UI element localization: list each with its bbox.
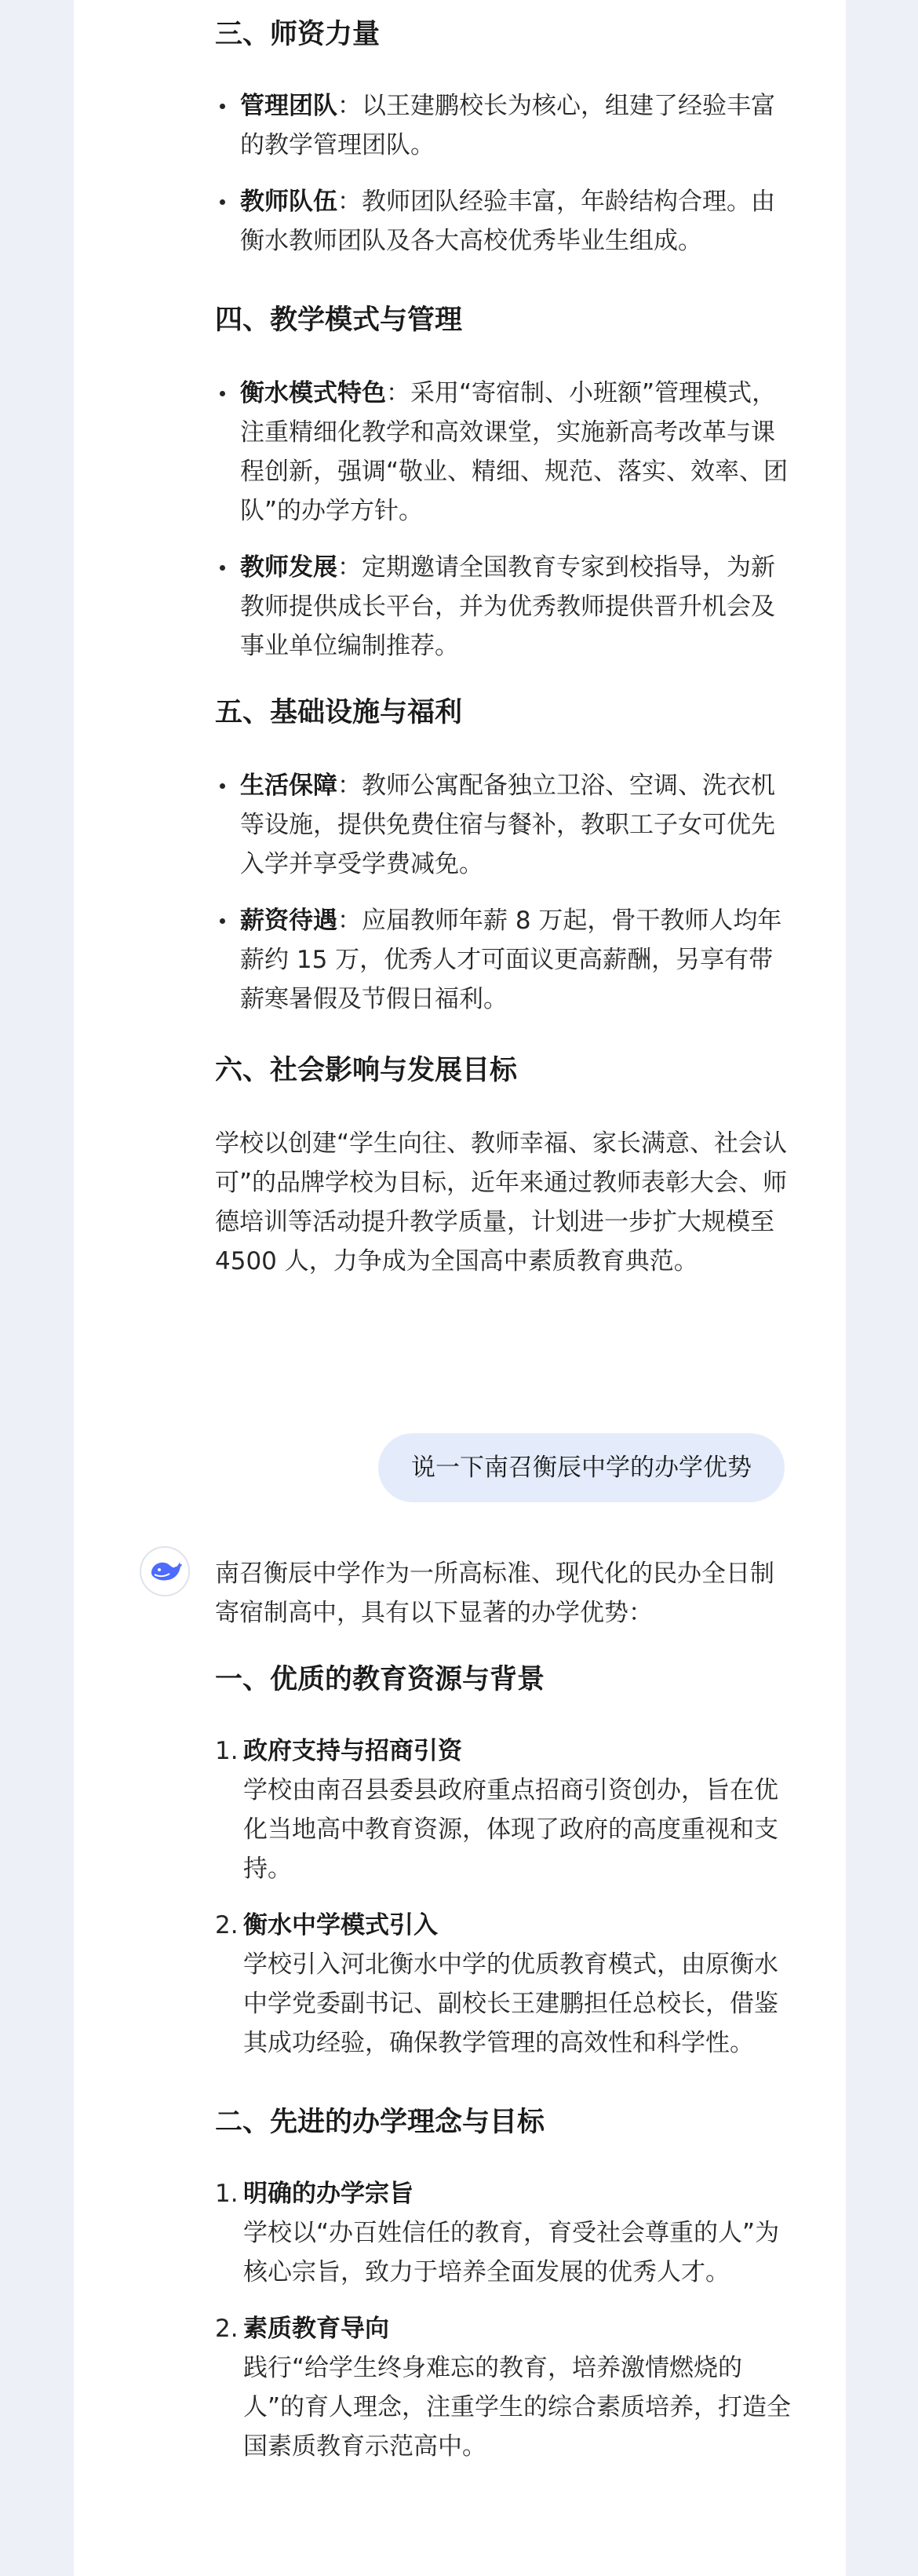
item-text: ：教师公寓配备独立卫浴、空调、洗衣机等设施，提供免费住宿与餐补，教职工子女可优先入学并享受学费减免。 bbox=[240, 772, 775, 878]
assistant-avatar bbox=[140, 1546, 190, 1596]
numbered-list bbox=[215, 2174, 796, 2466]
item-term: 薪资待遇 bbox=[240, 907, 337, 935]
item-text: ：应届教师年薪 8 万起，骨干教师人均年薪约 15 万，优秀人才可面议更高薪酬，另享有带薪寒暑假及节假日福利。 bbox=[240, 907, 782, 1013]
list-item bbox=[215, 901, 796, 1019]
item-term: 衡水模式特色 bbox=[240, 379, 386, 407]
previous-answer bbox=[215, 0, 796, 1281]
item-number: 2. bbox=[215, 2315, 239, 2343]
section-heading: 五、基础设施与福利 bbox=[215, 697, 463, 728]
item-term: 教师队伍 bbox=[240, 188, 337, 216]
bullet-list bbox=[215, 374, 796, 666]
list-item bbox=[215, 374, 796, 531]
item-text: ：教师团队经验丰富，年龄结构合理。由衡水教师团队及各大高校优秀毕业生组成。 bbox=[240, 188, 775, 255]
paragraph: 学校以创建“学生向往、教师幸福、家长满意、社会认可”的品牌学校为目标，近年来通过教师表彰大会、师德培训等活动提升教学质量，计划进一步扩大规模至 4500 人，力争成为全国高中素质教育典范。 bbox=[215, 1129, 788, 1275]
item-title: 衡水中学模式引入 bbox=[243, 1911, 438, 1939]
item-text: 学校以“办百姓信任的教育，育受社会尊重的人”为核心宗旨，致力于培养全面发展的优秀人才。 bbox=[243, 2219, 780, 2286]
list-item bbox=[215, 2174, 796, 2292]
deepseek-whale-icon bbox=[149, 1557, 182, 1587]
section-heading: 一、优质的教育资源与背景 bbox=[215, 1664, 545, 1695]
list-item bbox=[215, 1906, 796, 2063]
item-text: ：采用“寄宿制、小班额”管理模式，注重精细化教学和高效课堂，实施新高考改革与课程创新，强调“敬业、精细、规范、落实、效率、团队”的办学方针。 bbox=[240, 379, 789, 525]
item-number: 1. bbox=[215, 1737, 239, 1765]
user-message-bubble[interactable]: 说一下南召衡辰中学的办学优势 bbox=[378, 1433, 785, 1502]
bullet-list bbox=[215, 766, 796, 1019]
item-number: 1. bbox=[215, 2180, 239, 2208]
bullet-list bbox=[215, 86, 796, 261]
item-number: 2. bbox=[215, 1911, 239, 1939]
item-text: ：定期邀请全国教育专家到校指导，为新教师提供成长平台，并为优秀教师提供晋升机会及事业单位编制推荐。 bbox=[240, 553, 775, 660]
answer-intro: 南召衡辰中学作为一所高标准、现代化的民办全日制寄宿制高中，具有以下显著的办学优势： bbox=[215, 1560, 774, 1627]
item-term: 生活保障 bbox=[240, 772, 337, 800]
section-heading: 二、先进的办学理念与目标 bbox=[215, 2107, 545, 2138]
assistant-answer bbox=[215, 1554, 796, 2466]
item-text: 学校引入河北衡水中学的优质教育模式，由原衡水中学党委副书记、副校长王建鹏担任总校长，借鉴其成功经验，确保教学管理的高效性和科学性。 bbox=[243, 1950, 778, 2057]
list-item bbox=[215, 548, 796, 666]
list-item bbox=[215, 86, 796, 165]
section-heading: 三、师资力量 bbox=[215, 19, 381, 50]
item-text: ：以王建鹏校长为核心，组建了经验丰富的教学管理团队。 bbox=[240, 92, 775, 159]
list-item bbox=[215, 182, 796, 261]
list-item bbox=[215, 766, 796, 884]
item-term: 教师发展 bbox=[240, 553, 337, 582]
item-text: 践行“给学生终身难忘的教育，培养激情燃烧的人”的育人理念，注重学生的综合素质培养，打造全国素质教育示范高中。 bbox=[243, 2354, 792, 2461]
item-title: 明确的办学宗旨 bbox=[243, 2180, 413, 2208]
section-heading: 六、社会影响与发展目标 bbox=[215, 1055, 518, 1086]
section-heading: 四、教学模式与管理 bbox=[215, 305, 463, 336]
item-title: 素质教育导向 bbox=[243, 2315, 389, 2343]
item-title: 政府支持与招商引资 bbox=[243, 1737, 462, 1765]
numbered-list bbox=[215, 1731, 796, 2063]
list-item bbox=[215, 1731, 796, 1888]
item-term: 管理团队 bbox=[240, 92, 337, 120]
item-text: 学校由南召县委县政府重点招商引资创办，旨在优化当地高中教育资源，体现了政府的高度重视和支持。 bbox=[243, 1776, 778, 1883]
list-item bbox=[215, 2309, 796, 2466]
